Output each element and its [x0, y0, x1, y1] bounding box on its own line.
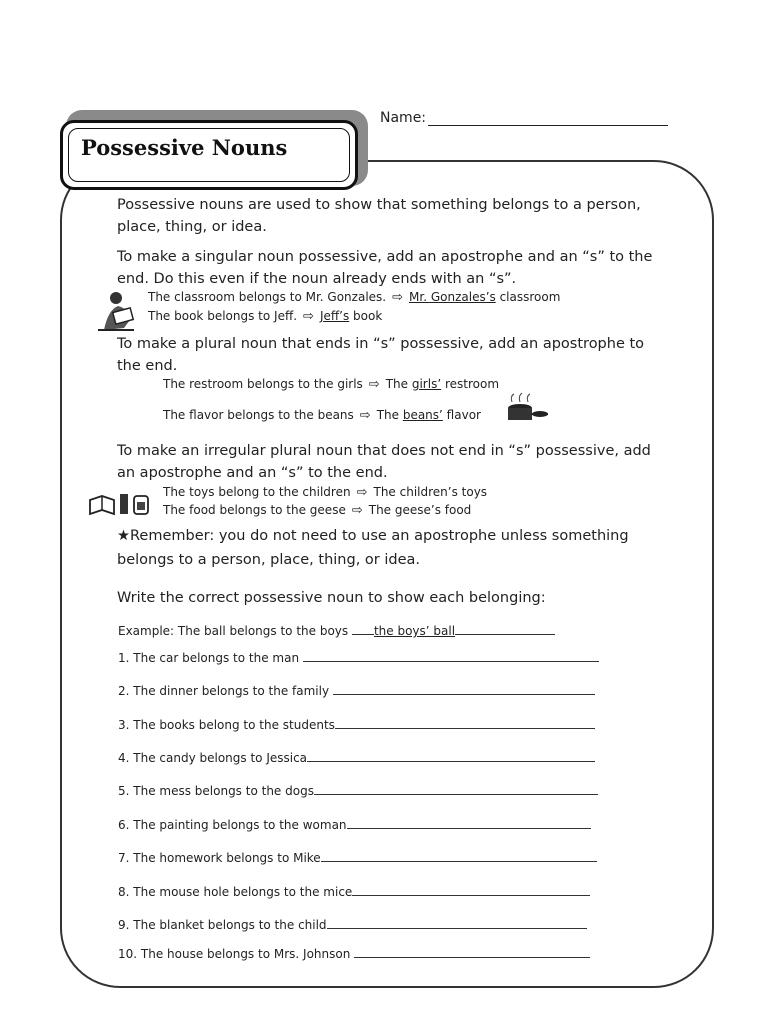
question-2: [118, 682, 595, 698]
plural-example-1-sentence: The restroom belongs to the girls: [163, 377, 363, 391]
plural-example-2: [163, 408, 481, 423]
plural-example-2-possessive: beans’: [402, 408, 443, 422]
arrow-icon: ⇨: [392, 290, 404, 305]
question-10: [118, 945, 590, 961]
plural-example-1-noun: restroom: [441, 377, 500, 391]
plural-example-1-possessive: girls’: [411, 377, 442, 391]
cooking-pot-icon: [498, 392, 550, 426]
title-box: [60, 120, 358, 190]
irregular-example-2-sentence: The food belongs to the geese: [163, 503, 346, 517]
question-6: [118, 816, 591, 832]
singular-example-1-noun: classroom: [495, 290, 561, 304]
answer-blank-4[interactable]: [307, 749, 595, 762]
singular-rule-line-1: To make a singular noun possessive, add an apostrophe and an “s” to the: [117, 249, 653, 265]
name-blank-line[interactable]: [428, 111, 668, 126]
irregular-example-2-answer: The geese’s food: [368, 503, 472, 517]
singular-example-2-possessive: Jeff’s: [319, 309, 350, 323]
page-title: Possessive Nouns: [81, 135, 288, 160]
plural-example-2-sentence: The flavor belongs to the beans: [163, 408, 354, 422]
name-field[interactable]: [380, 110, 668, 126]
question-1-prompt: 1. The car belongs to the man: [118, 651, 303, 665]
question-9: [118, 916, 587, 932]
question-5: [118, 782, 598, 798]
question-6-prompt: 6. The painting belongs to the woman: [118, 818, 347, 832]
example-blank-lead: [352, 622, 374, 635]
intro-line-2: place, thing, or idea.: [117, 219, 267, 235]
irregular-rule-line-1: To make an irregular plural noun that does not end in “s” possessive, add: [117, 443, 651, 459]
plural-example-1: [163, 377, 499, 392]
example-row: [118, 622, 555, 638]
answer-blank-1[interactable]: [303, 649, 599, 662]
question-7: [118, 849, 597, 865]
answer-blank-2[interactable]: [333, 682, 595, 695]
exercise-instruction: Write the correct possessive noun to show each belonging:: [117, 590, 546, 606]
question-1: [118, 649, 599, 665]
singular-example-2-sentence: The book belongs to Jeff.: [148, 309, 298, 323]
singular-example-1-sentence: The classroom belongs to Mr. Gonzales.: [148, 290, 387, 304]
arrow-icon: ⇨: [368, 377, 380, 392]
answer-blank-9[interactable]: [327, 916, 587, 929]
question-3: [118, 716, 595, 732]
question-2-prompt: 2. The dinner belongs to the family: [118, 684, 333, 698]
arrow-icon: ⇨: [303, 309, 314, 324]
irregular-example-2: [163, 503, 471, 518]
example-answer: the boys’ ball: [373, 624, 456, 638]
remember-line-1: ★Remember: you do not need to use an apostrophe unless something: [117, 528, 629, 544]
question-3-prompt: 3. The books belong to the students: [118, 718, 335, 732]
name-label: Name:: [380, 110, 427, 126]
remember-line-2: belongs to a person, place, thing, or idea.: [117, 552, 420, 568]
irregular-example-1: [163, 485, 487, 500]
answer-blank-8[interactable]: [352, 883, 590, 896]
singular-example-2: [148, 309, 382, 324]
plural-example-1-pre: The: [385, 377, 412, 391]
answer-blank-7[interactable]: [321, 849, 597, 862]
irregular-rule-line-2: an apostrophe and an “s” to the end.: [117, 465, 388, 481]
question-5-prompt: 5. The mess belongs to the dogs: [118, 784, 314, 798]
plural-example-2-pre: The: [376, 408, 403, 422]
question-4: [118, 749, 595, 765]
irregular-example-1-sentence: The toys belong to the children: [163, 485, 351, 499]
answer-blank-3[interactable]: [335, 716, 595, 729]
question-9-prompt: 9. The blanket belongs to the child: [118, 918, 327, 932]
question-7-prompt: 7. The homework belongs to Mike: [118, 851, 321, 865]
arrow-icon: ⇨: [359, 408, 371, 423]
singular-example-2-noun: book: [349, 309, 383, 323]
answer-blank-5[interactable]: [314, 782, 598, 795]
intro-line-1: Possessive nouns are used to show that something belongs to a person,: [117, 197, 641, 213]
singular-example-1: [148, 290, 560, 305]
plural-rule-line-2: the end.: [117, 358, 178, 374]
arrow-icon: ⇨: [351, 503, 363, 518]
school-supplies-icon: [88, 490, 154, 518]
irregular-example-1-answer: The children’s toys: [373, 485, 488, 499]
answer-blank-10[interactable]: [354, 945, 590, 958]
plural-example-2-noun: flavor: [442, 408, 481, 422]
question-10-prompt: 10. The house belongs to Mrs. Johnson: [118, 947, 355, 961]
question-4-prompt: 4. The candy belongs to Jessica: [118, 751, 308, 765]
question-8: [118, 883, 590, 899]
answer-blank-6[interactable]: [347, 816, 591, 829]
singular-rule-line-2: end. Do this even if the noun already ends with an “s”.: [117, 271, 517, 287]
student-reading-icon: [94, 290, 140, 334]
example-prompt: Example: The ball belongs to the boys: [118, 624, 352, 638]
singular-example-1-possessive: Mr. Gonzales’s: [409, 290, 496, 304]
question-8-prompt: 8. The mouse hole belongs to the mice: [118, 885, 353, 899]
plural-rule-line-1: To make a plural noun that ends in “s” possessive, add an apostrophe to: [117, 336, 645, 352]
example-blank-tail: [455, 622, 555, 635]
arrow-icon: ⇨: [356, 485, 368, 500]
